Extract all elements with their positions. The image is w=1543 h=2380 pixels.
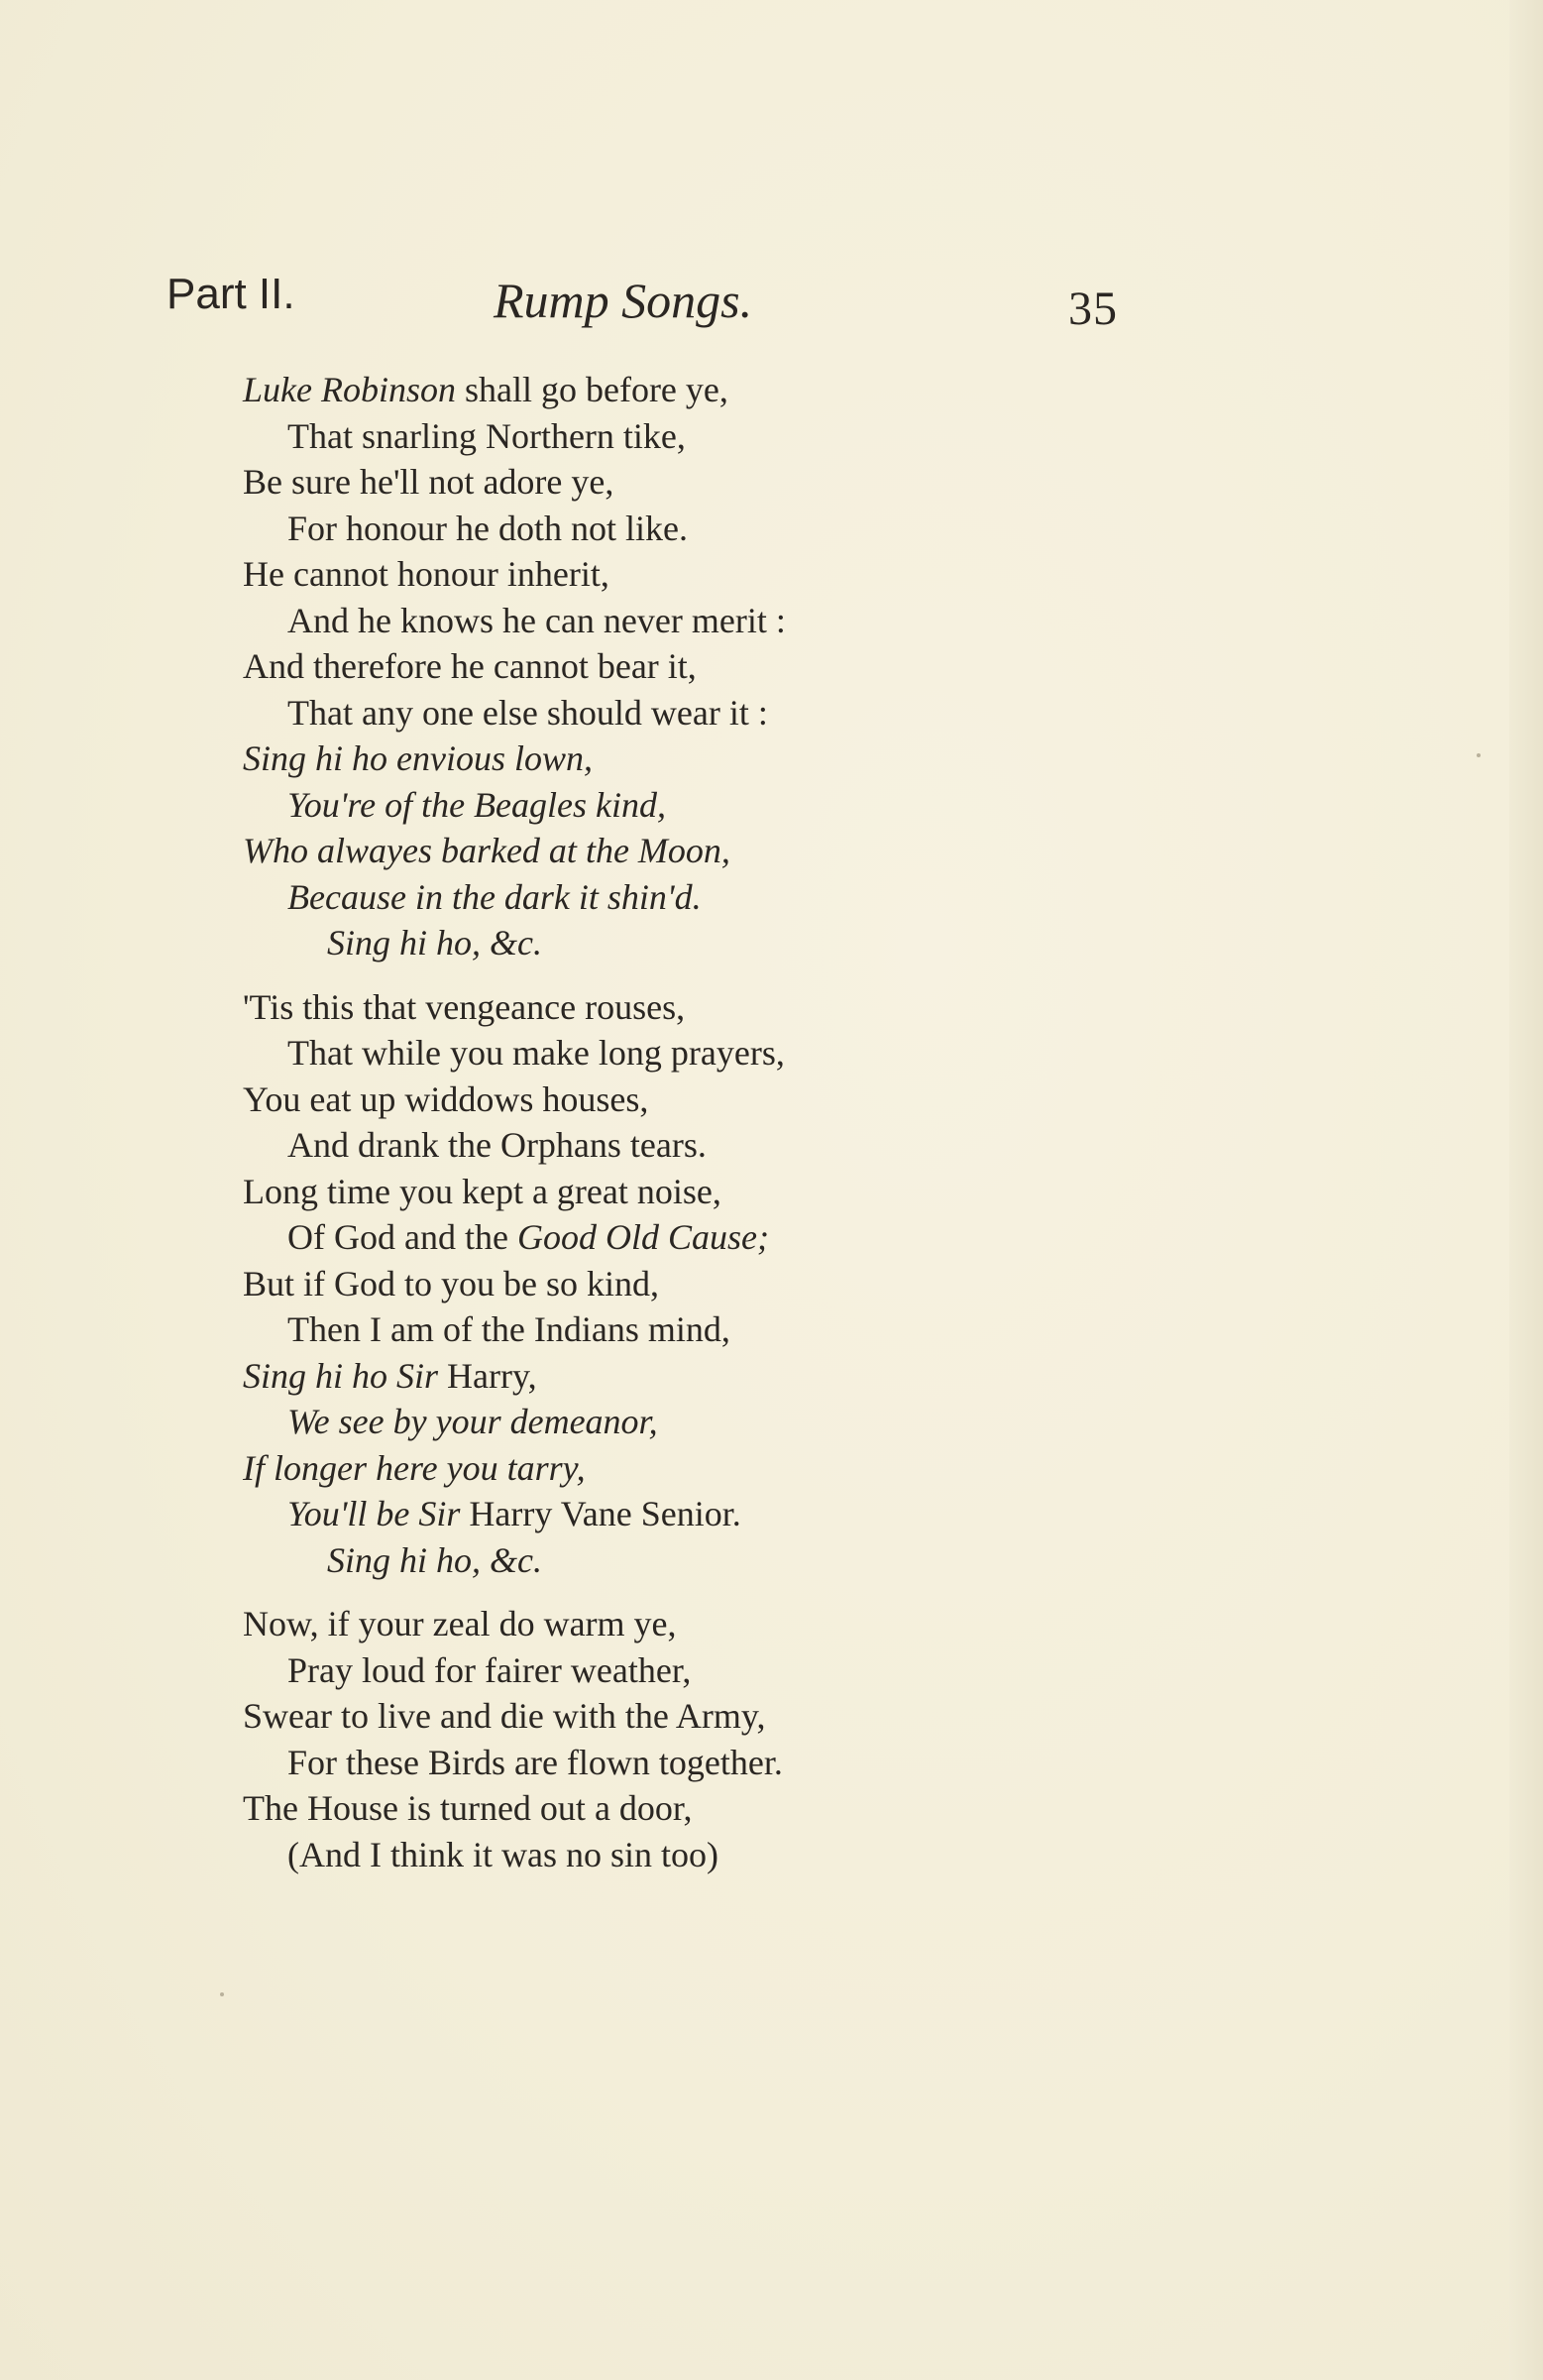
poem-line: Now, if your zeal do warm ye, [243, 1604, 677, 1643]
poem-line: And therefore he cannot bear it, [243, 646, 697, 686]
poem-line: For these Birds are flown together. [287, 1742, 783, 1782]
poem-line: He cannot honour inherit, [243, 554, 609, 594]
poem-line: That snarling Northern tike, [287, 415, 686, 456]
paper-speck [220, 1992, 224, 1996]
page-edge-shadow [1509, 0, 1543, 2380]
poem-line: The House is turned out a door, [243, 1788, 693, 1828]
poem-line: Then I am of the Indians mind, [287, 1309, 730, 1349]
poem-line: For honour he doth not like. [287, 508, 688, 548]
running-header [166, 270, 1118, 339]
refrain-line: Sing hi ho, &c. [327, 1539, 542, 1580]
poem-line: Sing hi ho envious lown, [243, 738, 593, 778]
poem-line: You eat up widdows houses, [243, 1078, 649, 1119]
poem-line: 'Tis this that vengeance rouses, [243, 986, 686, 1027]
poem-line: Swear to live and die with the Army, [243, 1696, 766, 1736]
poem-line: That any one else should wear it : [287, 692, 768, 733]
poem-line: Of God and the Good Old Cause; [287, 1217, 769, 1257]
poem-line: You'll be Sir Harry Vane Senior. [287, 1494, 741, 1533]
part-label: Part II. [166, 270, 295, 318]
stanza-break [243, 966, 1135, 984]
poem-line: Because in the dark it shin'd. [287, 876, 702, 917]
poem-line: (And I think it was no sin too) [287, 1834, 718, 1874]
stanza-break [243, 1583, 1135, 1601]
poem-line: Sing hi ho Sir Harry, [243, 1355, 537, 1396]
poem-line: If longer here you tarry, [243, 1447, 586, 1488]
poem-text [243, 367, 1135, 1877]
poem-line: Luke Robinson shall go before ye, [243, 370, 728, 409]
poem-line: Long time you kept a great noise, [243, 1171, 721, 1211]
refrain-line: Sing hi ho, &c. [327, 923, 542, 963]
poem-line: And drank the Orphans tears. [287, 1125, 707, 1165]
poem-line: Be sure he'll not adore ye, [243, 462, 614, 502]
poem-line: And he knows he can never merit : [287, 600, 786, 640]
page-number: 35 [1068, 283, 1118, 335]
running-title: Rump Songs. [494, 273, 753, 328]
poem-line: Who alwayes barked at the Moon, [243, 831, 730, 870]
poem-line: We see by your demeanor, [287, 1402, 658, 1441]
poem-line: Pray loud for fairer weather, [287, 1649, 692, 1690]
poem-line: You're of the Beagles kind, [287, 784, 666, 825]
poem-line: But if God to you be so kind, [243, 1263, 659, 1303]
paper-speck [1477, 753, 1481, 757]
poem-line: That while you make long prayers, [287, 1033, 785, 1073]
